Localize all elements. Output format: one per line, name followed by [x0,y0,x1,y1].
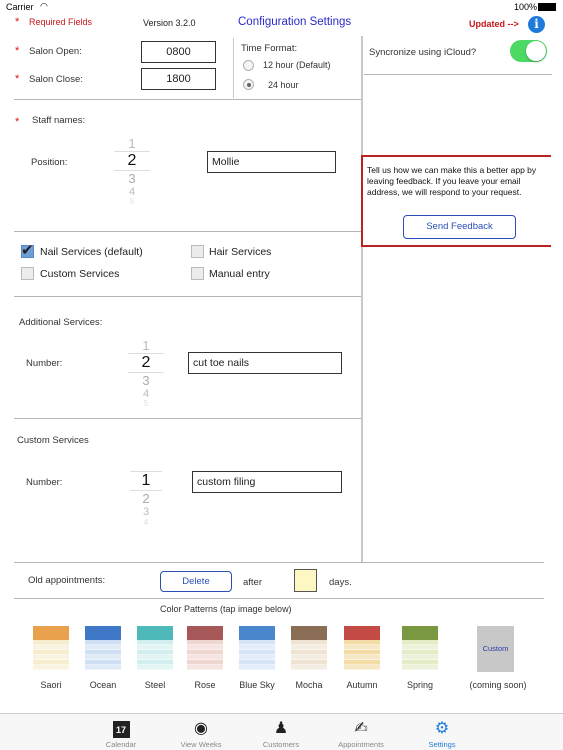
additional-number-label: Number: [26,358,63,369]
swatch-header [344,626,380,640]
custom-service-input[interactable]: custom filing [192,471,342,493]
icloud-toggle[interactable] [510,40,547,62]
tab-label: Calendar [105,740,137,749]
tab-customers[interactable] [241,718,321,749]
checkmark-icon: ✔ [21,242,34,259]
pen-signature-icon: ✍ [354,720,368,737]
required-fields-label: Required Fields [29,17,93,27]
divider [14,418,361,419]
salon-open-label: Salon Open: [29,46,82,57]
swatch-header [402,626,438,640]
picker-option: 1 [142,338,150,353]
days-input[interactable] [294,569,317,592]
color-pattern-label: Rose [194,680,216,690]
picker-option: 5 [129,197,135,206]
color-pattern-label: Autumn [346,680,378,690]
salon-open-input[interactable]: 0800 [141,41,216,63]
picker-option: 4 [128,186,136,198]
picker-selected: 2 [128,353,164,373]
carrier-label: Carrier [6,2,34,12]
icloud-label: Syncronize using iCloud? [369,47,477,58]
days-label: days. [329,577,352,588]
swatch-header [291,626,327,640]
info-icon[interactable]: i [528,16,545,33]
swatch-row [33,665,69,670]
color-pattern-label: Blue Sky [239,680,275,690]
swatch-row [291,665,327,670]
color-pattern-swatch[interactable] [137,626,173,670]
column-divider [361,36,363,562]
tab-label: Customers [262,740,300,749]
picker-option: 3 [128,171,136,186]
delete-button[interactable]: Delete [160,571,232,592]
tab-calendar[interactable] [81,718,161,749]
tab-label: View Weeks [180,740,222,749]
salon-close-input[interactable]: 1800 [141,68,216,90]
required-star-icon: * [15,73,20,85]
radio-12-hour-label: 12 hour (Default) [263,60,331,70]
radio-24-hour-label: 24 hour [268,80,299,90]
feedback-text: Tell us how we can make this a better app by leaving feedback. If you leave your email address, we will respond to your request. [367,165,537,197]
required-star-icon: * [15,45,20,57]
feedback-panel [361,155,551,247]
toggle-knob [526,41,546,61]
swatch-row [85,665,121,670]
divider [364,74,552,75]
manual-entry-label: Manual entry [209,268,270,280]
additional-services-label: Additional Services: [19,317,103,328]
swatch-row [344,665,380,670]
divider [14,296,361,297]
custom-swatch-label: Custom [482,644,509,653]
custom-number-picker[interactable] [130,471,162,527]
color-pattern-label: Saori [40,680,62,690]
picker-option: 5 [143,399,149,408]
color-pattern-swatch[interactable] [33,626,69,670]
picker-option: 3 [142,373,150,388]
picker-selected: 1 [130,471,162,491]
radio-24-hour[interactable] [243,79,254,90]
divider [14,99,361,100]
custom-services-section-label: Custom Services [17,435,89,446]
nail-services-checkbox[interactable] [21,242,34,259]
staff-name-input[interactable]: Mollie [207,151,336,173]
color-pattern-swatch[interactable] [187,626,223,670]
tab-view-weeks[interactable] [161,718,241,749]
page-title: Configuration Settings [238,16,352,28]
calendar-icon [81,718,161,740]
status-bar [0,0,563,14]
swatch-row [402,665,438,670]
swatch-header [187,626,223,640]
updated-label: Updated --> [469,19,519,29]
tab-bar [0,713,563,750]
picker-option: 1 [128,136,136,151]
custom-services-checkbox[interactable] [21,267,34,280]
divider [14,598,544,599]
battery-percent: 100% [514,2,538,12]
position-label: Position: [31,157,68,168]
staff-position-picker[interactable] [114,136,150,206]
swatch-header [137,626,173,640]
color-pattern-swatch[interactable] [477,626,514,672]
swatch-header [239,626,275,640]
swatch-row [239,665,275,670]
time-format-label: Time Format: [241,43,298,54]
tab-label: Appointments [338,740,384,749]
picker-option: 2 [142,491,150,506]
tab-settings[interactable] [402,718,482,749]
version-label: Version 3.2.0 [143,18,196,28]
hair-services-checkbox[interactable] [191,245,204,258]
tab-appointments[interactable] [321,718,401,749]
color-pattern-label: Steel [144,680,166,690]
nail-services-label: Nail Services (default) [40,246,143,258]
picker-option: 4 [143,518,149,527]
calendar-icon-date: 17 [113,721,130,738]
person-icon: ♟ [273,720,289,737]
color-pattern-swatch[interactable] [344,626,380,670]
color-patterns-title: Color Patterns (tap image below) [160,604,292,614]
swatch-header [85,626,121,640]
additional-number-picker[interactable] [128,338,164,408]
send-feedback-button[interactable]: Send Feedback [403,215,516,239]
swatch-header [33,626,69,640]
tab-label: Settings [428,740,456,749]
hair-services-label: Hair Services [209,246,272,258]
required-star-icon: * [15,16,20,28]
required-star-icon: * [15,116,20,128]
color-pattern-swatch[interactable] [239,626,275,670]
picker-selected: 2 [114,151,150,171]
color-pattern-label: Spring [406,680,433,690]
eye-icon: ◉ [194,720,208,737]
gear-icon: ⚙ [434,720,450,737]
after-label: after [243,577,263,588]
radio-12-hour[interactable] [243,60,254,71]
color-pattern-label: (coming soon) [469,680,527,690]
battery-icon [538,3,556,11]
old-appointments-label: Old appointments: [28,575,106,586]
swatch-row [137,665,173,670]
divider [14,562,544,563]
divider [14,231,361,232]
swatch-row [187,665,223,670]
color-pattern-label: Ocean [89,680,117,690]
color-pattern-swatch[interactable] [85,626,121,670]
staff-names-label: Staff names: [32,115,86,126]
custom-services-label: Custom Services [40,268,120,280]
picker-option: 4 [142,388,150,400]
custom-number-label: Number: [26,477,63,488]
wifi-icon: ◠ [40,1,48,11]
additional-service-input[interactable]: cut toe nails [188,352,342,374]
salon-close-label: Salon Close: [29,74,83,85]
color-pattern-label: Mocha [295,680,323,690]
color-pattern-swatch[interactable] [402,626,438,670]
color-pattern-swatch[interactable] [291,626,327,670]
picker-option: 3 [142,506,150,518]
manual-entry-checkbox[interactable] [191,267,204,280]
salon-divider [233,38,234,98]
